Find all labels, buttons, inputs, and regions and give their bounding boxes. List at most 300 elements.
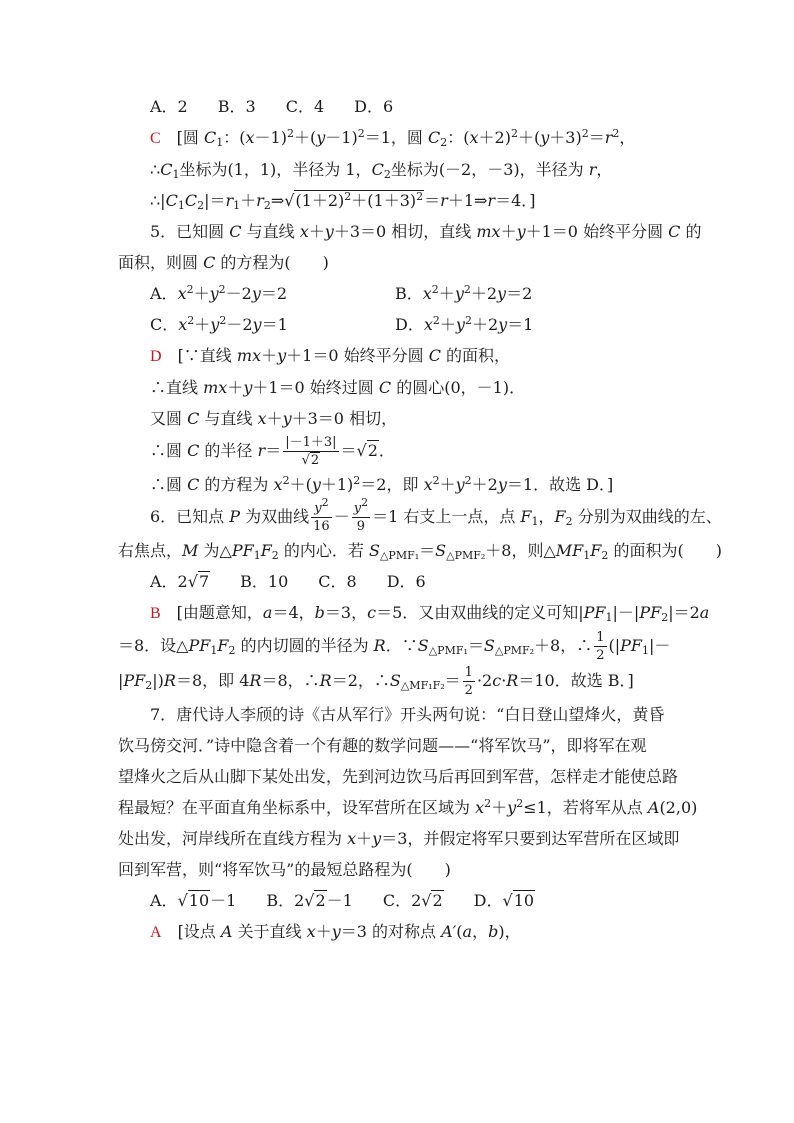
subscript: 1 <box>172 168 180 181</box>
math-variable: r <box>588 160 597 179</box>
math-variable: C <box>229 222 242 241</box>
text-run: ＋3) <box>549 128 582 147</box>
math-variable: A <box>647 798 660 817</box>
text-run: ＋8，则△ <box>485 541 556 560</box>
text-line <box>118 761 684 792</box>
math-variable: S <box>389 671 401 690</box>
text-run: (| <box>608 636 621 655</box>
text-run: ＝1，圆 <box>364 128 428 147</box>
math-variable: b <box>314 603 325 622</box>
math-variable: y <box>455 475 465 494</box>
text-run: ＋(1＋3) <box>351 191 417 210</box>
text-run: 面积，则圆 <box>118 253 204 272</box>
text-run: )， <box>498 922 521 941</box>
text-run: 程最短？在平面直角坐标系中，设军营所在区域为 <box>118 798 476 817</box>
answer-option <box>387 566 426 597</box>
superscript: 2 <box>464 314 472 327</box>
text-run: |－ <box>649 636 671 655</box>
math-variable: C <box>428 128 441 147</box>
text-run: C．4 <box>285 97 325 116</box>
math-variable: PF <box>639 603 662 622</box>
superscript: 2 <box>344 190 352 203</box>
math-variable: y <box>497 284 507 303</box>
answer-option <box>150 309 395 340</box>
text-run: 饮马傍交河．”诗中隐含着一个有趣的数学问题——“将军饮马”，即将军在观 <box>118 736 647 755</box>
math-variable: C <box>428 346 441 365</box>
math-variable: y <box>210 315 220 334</box>
math-variable: y <box>507 798 517 817</box>
math-variable: y <box>498 315 508 334</box>
solution-text <box>118 340 684 372</box>
text-run: 1 <box>596 630 605 645</box>
text-run: ＋1＝0 始终平分圆 <box>525 222 669 241</box>
text-line <box>118 496 722 535</box>
text-run: － <box>333 507 350 526</box>
text-run: －1) <box>325 128 358 147</box>
text-run: ＝ <box>467 636 484 655</box>
text-run: 10 <box>188 891 210 910</box>
math-variable: x <box>273 475 283 494</box>
math-variable: C <box>187 409 200 428</box>
answer-option <box>383 885 444 916</box>
text-run: ＝2，即 <box>360 475 424 494</box>
subscript: 2 <box>271 549 279 562</box>
text-run: [由题意知， <box>160 603 263 622</box>
text-run: ＋ <box>193 284 210 303</box>
text-run: ＋1＝0 始终平分圆 <box>286 346 429 365</box>
text-run: ＝1 右支上一点，点 <box>372 507 521 526</box>
options-block <box>118 566 684 597</box>
text-run: 的方程为 <box>199 475 274 494</box>
text-run: ， <box>538 507 555 526</box>
fraction-numerator <box>594 629 606 647</box>
text-run: －1) <box>254 128 287 147</box>
subscript: 2 <box>383 168 391 181</box>
math-variable: y <box>314 501 322 516</box>
radicand <box>367 440 379 460</box>
fraction-numerator <box>463 664 475 682</box>
answer-option <box>395 278 684 309</box>
fraction-denominator <box>594 647 606 664</box>
answer-letter: D <box>150 348 162 365</box>
math-variable: b <box>488 922 499 941</box>
text-run: 7．唐代诗人李颀的诗《古从军行》开头两句说：“白日登山望烽火，黄昏 <box>150 705 665 724</box>
subscript: 2 <box>565 515 573 528</box>
text-run: ( <box>456 922 463 941</box>
text-line <box>118 403 684 434</box>
text-run: 望烽火之后从山脚下某处出发，先到河边饮马后再回到军营，怎样走才能使总路 <box>118 767 679 786</box>
math-variable: R <box>373 636 386 655</box>
fraction-denominator <box>352 518 370 535</box>
question-stem <box>118 216 702 278</box>
text-run: ＋ <box>240 191 257 210</box>
subscript: 1 <box>253 549 261 562</box>
math-variable: y <box>516 222 526 241</box>
text-run: D． <box>395 315 424 334</box>
text-run: ⇒ <box>270 191 285 210</box>
math-variable: x <box>423 475 433 494</box>
text-run: B． <box>395 284 423 303</box>
math-variable: r <box>440 191 448 210</box>
math-variable: y <box>282 409 292 428</box>
answer-option <box>266 885 353 916</box>
math-variable: c <box>492 671 502 690</box>
superscript: 2 <box>357 127 365 140</box>
math-variable: r <box>604 128 613 147</box>
answer-option <box>395 309 684 340</box>
text-run: ：( <box>447 128 470 147</box>
text-run: 的面积为( ) <box>608 541 722 560</box>
square-root <box>284 190 424 210</box>
text-run: C．8 <box>318 572 357 591</box>
text-line <box>118 823 684 854</box>
math-variable: y <box>372 829 382 848</box>
text-run: 1 <box>464 665 473 680</box>
text-run: ＋2 <box>471 315 499 334</box>
text-run: ＝10．故选 B．] <box>518 671 634 690</box>
question-stem <box>118 496 722 566</box>
text-line <box>118 916 684 948</box>
text-run: B．3 <box>217 97 256 116</box>
text-line <box>118 216 702 247</box>
math-variable: y <box>455 315 465 334</box>
superscript: 2 <box>463 283 471 296</box>
math-variable: c <box>367 603 377 622</box>
superscript: 2 <box>361 496 369 509</box>
math-variable: P <box>229 507 241 526</box>
text-run: ＋1) <box>320 475 354 494</box>
answer-option <box>150 885 236 916</box>
square-root <box>357 440 379 460</box>
text-run: ＝1 <box>261 315 288 334</box>
options-block <box>118 91 684 122</box>
text-run: 的面积， <box>440 346 511 365</box>
superscript: 2 <box>432 474 440 487</box>
square-root <box>302 452 321 468</box>
text-run: (1＋2) <box>295 191 345 210</box>
answer-option <box>286 91 324 122</box>
math-variable: C <box>668 222 681 241</box>
text-run: ＋( <box>289 475 312 494</box>
math-variable: x <box>347 829 357 848</box>
math-variable: S <box>368 541 380 560</box>
radicand <box>310 452 320 468</box>
text-run: ＋1＝0 始终过圆 <box>252 378 379 397</box>
superscript: 2 <box>282 474 290 487</box>
math-variable: x <box>245 128 255 147</box>
text-run: 5．已知圆 <box>150 222 230 241</box>
text-run: 与直线 <box>241 222 300 241</box>
solution-text <box>118 403 684 434</box>
text-run: 2 <box>310 453 320 468</box>
math-variable: R <box>249 671 262 690</box>
text-run: 的方程为( ) <box>215 253 329 272</box>
math-variable: MF <box>555 541 584 560</box>
radical-sign <box>503 891 513 910</box>
math-variable: x <box>423 315 433 334</box>
text-run: ＋ <box>315 922 332 941</box>
answer-option <box>150 278 395 309</box>
math-variable: C <box>184 191 198 210</box>
text-line <box>118 154 684 185</box>
text-line <box>118 597 710 629</box>
text-run: 的 <box>680 222 702 241</box>
radicand <box>188 890 210 910</box>
math-variable: y <box>353 501 362 516</box>
math-variable: F <box>590 541 602 560</box>
math-variable: x <box>422 284 432 303</box>
text-run: ＝8，即 4 <box>175 671 250 690</box>
solution-text <box>118 185 684 216</box>
text-line <box>118 699 684 730</box>
text-run: ＝ <box>588 128 605 147</box>
superscript: 2 <box>510 127 518 140</box>
math-variable: A′ <box>441 922 457 941</box>
text-line <box>118 247 684 278</box>
text-line <box>118 664 684 699</box>
subscript: △MF₁F₂ <box>400 679 445 692</box>
text-run: |＝2 <box>668 603 700 622</box>
text-run: ≤1，若将军从点 <box>523 798 648 817</box>
subscript: 2 <box>601 549 609 562</box>
math-variable: C <box>204 128 217 147</box>
math-variable: C <box>203 253 216 272</box>
radical-sign <box>357 441 367 460</box>
math-variable: y <box>331 922 341 941</box>
text-run: A． <box>150 891 178 910</box>
text-run: －2 <box>226 315 253 334</box>
text-run: ＋ <box>439 475 456 494</box>
math-variable: PF <box>620 636 643 655</box>
text-run: D． <box>473 891 503 910</box>
math-variable: C <box>187 475 200 494</box>
text-run: ＝8，∴ <box>261 671 320 690</box>
answer-option <box>354 91 393 122</box>
text-run: ＋3＝0 相切， <box>291 409 398 428</box>
text-run: －1 <box>210 891 237 910</box>
text-run: 2 <box>367 441 378 460</box>
superscript: 2 <box>353 474 361 487</box>
math-variable: PF <box>188 636 211 655</box>
square-root <box>503 890 536 910</box>
square-root <box>188 571 210 591</box>
square-root <box>178 890 211 910</box>
text-run: D．6 <box>386 572 426 591</box>
math-variable: y <box>316 128 326 147</box>
fraction-denominator <box>283 452 338 469</box>
math-variable: y <box>243 378 253 397</box>
superscript: 2 <box>416 190 424 203</box>
text-run: 为△ <box>198 541 232 560</box>
text-run: ＝2 <box>506 284 533 303</box>
text-run: 坐标为(1，1)，半径为 1， <box>179 160 372 179</box>
math-variable: C <box>165 191 178 210</box>
page-content <box>118 91 722 948</box>
text-run: [∵直线 <box>161 346 237 365</box>
text-run: 9 <box>356 519 366 534</box>
text-run: ∴ <box>150 160 161 179</box>
radical-sign <box>178 891 188 910</box>
subscript: △PMF₁ <box>379 549 420 562</box>
math-variable: x <box>257 409 267 428</box>
math-variable: F <box>554 507 566 526</box>
subscript: 2 <box>661 611 669 624</box>
text-run: 的圆心(0，－1)． <box>391 378 526 397</box>
math-variable: a <box>699 603 710 622</box>
math-variable: r <box>256 191 264 210</box>
solution-text <box>118 597 710 699</box>
text-run: C．2 <box>382 891 422 910</box>
text-run: ＋ <box>356 829 373 848</box>
subscript: 2 <box>145 679 153 692</box>
radicand <box>198 571 210 591</box>
text-run: ＝ <box>265 441 282 460</box>
text-run: 2 <box>596 648 605 663</box>
fraction-numerator <box>283 434 338 452</box>
math-variable: A <box>220 922 233 941</box>
radicand <box>431 890 443 910</box>
math-variable: mx <box>236 346 262 365</box>
text-run: C． <box>150 315 179 334</box>
text-run: ＋8，∴ <box>534 636 593 655</box>
math-variable: r <box>257 441 266 460</box>
fraction-numerator <box>352 496 370 518</box>
text-line <box>118 372 684 403</box>
superscript: 2 <box>186 283 194 296</box>
radicand <box>513 890 535 910</box>
text-run: 的内切圆的半径为 <box>235 636 374 655</box>
options-block <box>118 278 684 340</box>
subscript: 2 <box>263 199 271 212</box>
math-variable: x <box>299 222 309 241</box>
text-run: ∴直线 <box>150 378 204 397</box>
text-run: ＋2 <box>470 284 498 303</box>
text-run: 16 <box>313 519 330 534</box>
text-run: A．2 <box>150 572 188 591</box>
solution-text <box>118 372 684 403</box>
solution-text <box>118 916 684 948</box>
subscript: 2 <box>440 136 448 149</box>
math-variable: y <box>277 346 287 365</box>
text-run: [圆 <box>160 128 205 147</box>
text-run: ∴圆 <box>150 475 188 494</box>
radical-sign <box>304 891 314 910</box>
subscript: 1 <box>642 644 650 657</box>
radicand <box>314 890 326 910</box>
text-run: ． <box>378 441 395 460</box>
options-row <box>118 309 684 340</box>
answer-letter: C <box>150 130 161 147</box>
radical-sign <box>302 453 310 468</box>
math-variable: PF <box>231 541 254 560</box>
subscript: 1 <box>583 549 591 562</box>
text-run: ＋ <box>438 284 455 303</box>
subscript: 1 <box>177 199 185 212</box>
math-variable: y <box>540 128 550 147</box>
text-line <box>118 340 684 372</box>
text-run: B．2 <box>266 891 305 910</box>
options-row <box>118 566 684 597</box>
text-run: ， <box>596 160 613 179</box>
subscript: △PMF₁ <box>428 644 468 657</box>
subscript: 1 <box>216 136 224 149</box>
text-run: ∴| <box>150 191 166 210</box>
fraction <box>352 496 370 535</box>
text-run: 右焦点， <box>118 541 183 560</box>
superscript: 2 <box>187 314 195 327</box>
math-variable: S <box>435 541 447 560</box>
math-variable: y <box>454 284 464 303</box>
text-run: 分别为双曲线的左、 <box>572 507 722 526</box>
text-run: ＋ <box>491 798 508 817</box>
fraction <box>311 496 332 535</box>
text-run: ＋( <box>293 128 317 147</box>
subscript: 1 <box>233 199 241 212</box>
math-variable: C <box>378 378 392 397</box>
text-line <box>118 792 698 823</box>
text-run: ＝8．设△ <box>118 636 189 655</box>
text-run: 关于直线 <box>232 922 307 941</box>
superscript: 2 <box>581 127 589 140</box>
text-run: · <box>501 671 507 690</box>
math-variable: mx <box>476 222 501 241</box>
text-run: ＋ <box>227 378 244 397</box>
text-line <box>118 122 684 154</box>
subscript: 2 <box>197 199 205 212</box>
math-variable: a <box>462 922 473 941</box>
text-run: ， <box>472 922 489 941</box>
text-run: 10 <box>513 891 535 910</box>
text-run: D．6 <box>354 97 394 116</box>
math-variable: mx <box>203 378 228 397</box>
text-run: ＝ <box>424 191 441 210</box>
answer-option <box>150 91 188 122</box>
text-run: ＝4， <box>272 603 315 622</box>
text-run: ＝ <box>444 671 461 690</box>
text-run: 7 <box>198 572 210 591</box>
text-run: ＝1 <box>507 315 534 334</box>
text-run: 又圆 <box>150 409 188 428</box>
fraction <box>463 664 475 699</box>
text-run: A． <box>150 284 178 303</box>
math-variable: a <box>262 603 273 622</box>
text-run: 2 <box>432 891 443 910</box>
text-run: ＋ <box>266 409 283 428</box>
text-run: ＝2，∴ <box>331 671 390 690</box>
text-run: ＝2 <box>260 284 288 303</box>
options-block <box>118 885 684 916</box>
text-run: B．10 <box>240 572 289 591</box>
answer-option <box>240 566 288 597</box>
math-variable: x <box>469 128 479 147</box>
text-line <box>118 730 684 761</box>
math-variable: x <box>177 284 187 303</box>
text-run: 2 <box>315 891 326 910</box>
text-run: ＋2) <box>478 128 511 147</box>
text-run: 2 <box>464 683 473 698</box>
math-variable: r <box>225 191 234 210</box>
text-run: ＋ <box>439 315 456 334</box>
fraction-denominator <box>311 518 332 535</box>
superscript: 2 <box>516 797 524 810</box>
text-run: －1 <box>326 891 353 910</box>
text-run: 的半径 <box>199 441 258 460</box>
math-variable: PF <box>123 671 146 690</box>
math-variable: C <box>371 160 384 179</box>
math-variable: F <box>260 541 272 560</box>
text-run: ＝ <box>340 441 357 460</box>
text-run: ＋ <box>308 222 325 241</box>
